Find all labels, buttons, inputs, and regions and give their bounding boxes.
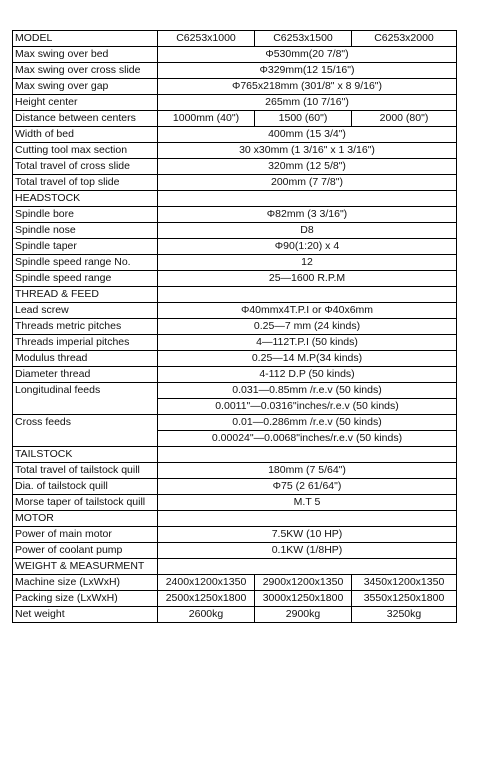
model-3: C6253x2000 bbox=[352, 31, 457, 47]
row-value: 30 x30mm (1 3/16" x 1 3/16") bbox=[158, 143, 457, 159]
table-row bbox=[13, 415, 457, 431]
model-1: C6253x1000 bbox=[158, 31, 255, 47]
section-row bbox=[13, 287, 457, 303]
row-value: 4—112T.P.I (50 kinds) bbox=[158, 335, 457, 351]
row-label: Max swing over cross slide bbox=[13, 63, 158, 79]
section-heading: HEADSTOCK bbox=[13, 191, 158, 207]
row-value: 2900x1200x1350 bbox=[255, 575, 352, 591]
table-row bbox=[13, 351, 457, 367]
section-row bbox=[13, 511, 457, 527]
row-value: 0.031—0.85mm /r.e.v (50 kinds) bbox=[158, 383, 457, 399]
row-label: Packing size (LxWxH) bbox=[13, 591, 158, 607]
row-label: MODEL bbox=[13, 31, 158, 47]
row-label: Power of coolant pump bbox=[13, 543, 158, 559]
row-value: 320mm (12 5/8") bbox=[158, 159, 457, 175]
section-heading: WEIGHT & MEASURMENT bbox=[13, 559, 158, 575]
table-row bbox=[13, 543, 457, 559]
row-value: 0.00024"—0.0068"inches/r.e.v (50 kinds) bbox=[158, 431, 457, 447]
row-value: 265mm (10 7/16") bbox=[158, 95, 457, 111]
row-value: 0.01—0.286mm /r.e.v (50 kinds) bbox=[158, 415, 457, 431]
table-row bbox=[13, 223, 457, 239]
table-row bbox=[13, 319, 457, 335]
table-row bbox=[13, 383, 457, 399]
row-value: Φ82mm (3 3/16") bbox=[158, 207, 457, 223]
table-row bbox=[13, 463, 457, 479]
empty-cell bbox=[158, 447, 457, 463]
section-heading: TAILSTOCK bbox=[13, 447, 158, 463]
table-row bbox=[13, 367, 457, 383]
table-row bbox=[13, 111, 457, 127]
row-label: Longitudinal feeds bbox=[13, 383, 158, 415]
table-row bbox=[13, 175, 457, 191]
row-label: Threads metric pitches bbox=[13, 319, 158, 335]
table-row bbox=[13, 479, 457, 495]
empty-cell bbox=[158, 511, 457, 527]
row-value: 180mm (7 5/64") bbox=[158, 463, 457, 479]
row-label: Height center bbox=[13, 95, 158, 111]
table-row bbox=[13, 79, 457, 95]
row-value: 2600kg bbox=[158, 607, 255, 623]
row-value: 0.1KW (1/8HP) bbox=[158, 543, 457, 559]
row-value: 0.0011"—0.0316"inches/r.e.v (50 kinds) bbox=[158, 399, 457, 415]
row-value: 12 bbox=[158, 255, 457, 271]
row-label: Spindle speed range No. bbox=[13, 255, 158, 271]
row-label: Width of bed bbox=[13, 127, 158, 143]
table-row bbox=[13, 63, 457, 79]
section-row bbox=[13, 559, 457, 575]
row-value: 7.5KW (10 HP) bbox=[158, 527, 457, 543]
table-row bbox=[13, 159, 457, 175]
row-label: Diameter thread bbox=[13, 367, 158, 383]
row-label: Lead screw bbox=[13, 303, 158, 319]
row-value: Φ40mmx4T.P.I or Φ40x6mm bbox=[158, 303, 457, 319]
model-2: C6253x1500 bbox=[255, 31, 352, 47]
row-value: D8 bbox=[158, 223, 457, 239]
empty-cell bbox=[158, 559, 457, 575]
row-value: Φ530mm(20 7/8") bbox=[158, 47, 457, 63]
row-value: 25—1600 R.P.M bbox=[158, 271, 457, 287]
row-label: Net weight bbox=[13, 607, 158, 623]
table-row bbox=[13, 335, 457, 351]
row-label: Max swing over bed bbox=[13, 47, 158, 63]
row-value: 1500 (60") bbox=[255, 111, 352, 127]
row-label: Power of main motor bbox=[13, 527, 158, 543]
row-label: Spindle nose bbox=[13, 223, 158, 239]
row-value: 2500x1250x1800 bbox=[158, 591, 255, 607]
row-label: Distance between centers bbox=[13, 111, 158, 127]
row-value: Φ765x218mm (301/8" x 8 9/16") bbox=[158, 79, 457, 95]
table-row bbox=[13, 255, 457, 271]
row-value: 2900kg bbox=[255, 607, 352, 623]
table-row bbox=[13, 591, 457, 607]
row-value: 2000 (80") bbox=[352, 111, 457, 127]
section-heading: MOTOR bbox=[13, 511, 158, 527]
row-value: 3550x1250x1800 bbox=[352, 591, 457, 607]
row-value: 3000x1250x1800 bbox=[255, 591, 352, 607]
table-row bbox=[13, 607, 457, 623]
row-label: Cross feeds bbox=[13, 415, 158, 447]
row-value: 1000mm (40") bbox=[158, 111, 255, 127]
row-value: 400mm (15 3/4") bbox=[158, 127, 457, 143]
spec-table bbox=[12, 30, 457, 623]
row-value: 3450x1200x1350 bbox=[352, 575, 457, 591]
spec-sheet bbox=[12, 30, 456, 623]
row-label: Dia. of tailstock quill bbox=[13, 479, 158, 495]
table-row bbox=[13, 143, 457, 159]
table-row bbox=[13, 95, 457, 111]
row-label: Total travel of cross slide bbox=[13, 159, 158, 175]
row-label: Spindle bore bbox=[13, 207, 158, 223]
row-value: 3250kg bbox=[352, 607, 457, 623]
section-row bbox=[13, 447, 457, 463]
table-row bbox=[13, 31, 457, 47]
table-row bbox=[13, 47, 457, 63]
table-row bbox=[13, 495, 457, 511]
table-row bbox=[13, 127, 457, 143]
row-value: Φ90(1:20) x 4 bbox=[158, 239, 457, 255]
row-value: 4-112 D.P (50 kinds) bbox=[158, 367, 457, 383]
row-label: Threads imperial pitches bbox=[13, 335, 158, 351]
row-value: Φ75 (2 61/64") bbox=[158, 479, 457, 495]
empty-cell bbox=[158, 191, 457, 207]
row-value: 0.25—14 M.P(34 kinds) bbox=[158, 351, 457, 367]
table-row bbox=[13, 207, 457, 223]
row-label: Modulus thread bbox=[13, 351, 158, 367]
row-value: M.T 5 bbox=[158, 495, 457, 511]
table-row bbox=[13, 271, 457, 287]
row-label: Cutting tool max section bbox=[13, 143, 158, 159]
row-label: Morse taper of tailstock quill bbox=[13, 495, 158, 511]
row-value: Φ329mm(12 15/16") bbox=[158, 63, 457, 79]
row-label: Max swing over gap bbox=[13, 79, 158, 95]
section-row bbox=[13, 191, 457, 207]
row-label: Total travel of tailstock quill bbox=[13, 463, 158, 479]
table-row bbox=[13, 239, 457, 255]
row-label: Machine size (LxWxH) bbox=[13, 575, 158, 591]
row-value: 200mm (7 7/8") bbox=[158, 175, 457, 191]
table-row bbox=[13, 303, 457, 319]
row-value: 2400x1200x1350 bbox=[158, 575, 255, 591]
table-row bbox=[13, 527, 457, 543]
empty-cell bbox=[158, 287, 457, 303]
section-heading: THREAD & FEED bbox=[13, 287, 158, 303]
table-row bbox=[13, 575, 457, 591]
row-label: Spindle taper bbox=[13, 239, 158, 255]
row-label: Total travel of top slide bbox=[13, 175, 158, 191]
row-label: Spindle speed range bbox=[13, 271, 158, 287]
row-value: 0.25—7 mm (24 kinds) bbox=[158, 319, 457, 335]
